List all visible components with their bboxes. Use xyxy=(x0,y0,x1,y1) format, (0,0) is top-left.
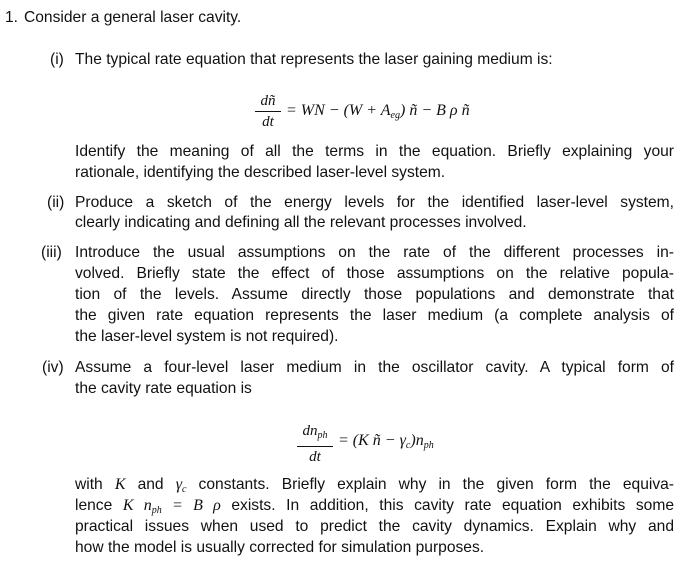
equation-rhs-mid: )n xyxy=(410,432,424,449)
part-text-line: Assume a four-level laser medium in the oscillator cavity. A typical form of xyxy=(75,359,674,376)
cavity-equation-rhs xyxy=(338,432,434,451)
equation-subscript: ph xyxy=(317,430,328,441)
equation-subscript: ph xyxy=(151,505,162,516)
equation-denominator: dt xyxy=(262,114,274,130)
rate-equation-rhs xyxy=(286,102,470,121)
part-text-line: practical issues when used to predict the cavity dynamics. Explain why and xyxy=(75,518,674,535)
part-label: (ii) xyxy=(47,194,65,211)
text-run: and xyxy=(125,476,176,493)
equation-numerator: dñ xyxy=(260,93,276,109)
part-text-line: the cavity rate equation is xyxy=(75,380,252,397)
text-run: constants. Briefly explain why in the given form the equiva- xyxy=(186,476,674,493)
equation-numerator xyxy=(297,422,333,445)
question-number: 1. xyxy=(5,9,19,26)
equation-rhs-text: = (K ñ − γ xyxy=(338,432,406,449)
text-run: with xyxy=(75,476,115,493)
part-text-line: The typical rate equation that represents the laser gaining medium is: xyxy=(75,51,553,68)
equation-denominator: dt xyxy=(309,449,321,465)
equation-subscript: eg xyxy=(390,110,400,121)
part-text-line: the laser-level system is not required). xyxy=(75,328,339,345)
equation-fraction xyxy=(255,92,281,131)
math-symbol-text: = B ρ xyxy=(161,497,221,514)
part-text-line: the given rate equation represents the laser medium (a complete analysis of xyxy=(75,307,674,324)
fraction-bar xyxy=(255,111,281,112)
math-symbol: K xyxy=(114,476,126,493)
equation-rhs-tail: ) ñ − B ρ ñ xyxy=(399,102,470,119)
part-text-line: clearly indicating and defining all the relevant processes involved. xyxy=(75,214,527,231)
part-label: (iv) xyxy=(42,359,64,376)
math-symbol-text: K n xyxy=(122,497,152,514)
part-text-line: rationale, identifying the described laser-level system. xyxy=(75,164,446,181)
equation-subscript: ph xyxy=(423,440,434,451)
fraction-bar xyxy=(297,446,333,447)
part-text-line: how the model is usually corrected for simulation purposes. xyxy=(75,539,485,556)
math-symbol xyxy=(123,497,221,514)
text-run: lence xyxy=(75,497,123,514)
part-label: (iii) xyxy=(41,244,62,261)
text-run: exists. In addition, this cavity rate equation exhibits some xyxy=(220,497,674,514)
part-text-line: Identify the meaning of all the terms in the equation. Briefly explaining your xyxy=(75,143,674,160)
part-text-line: Produce a sketch of the energy levels for the identified laser-level system, xyxy=(75,194,674,211)
part-text-line: Introduce the usual assumptions on the rate of the different processes in- xyxy=(75,244,674,261)
equation-fraction xyxy=(297,422,333,466)
part-text-line: tion of the levels. Assume directly those populations and demonstrate that xyxy=(75,286,674,303)
math-symbol-text: γ xyxy=(175,476,183,493)
equation-subscript: c xyxy=(182,484,187,495)
part-label: (i) xyxy=(50,51,64,68)
equation-rhs-text: = WN − (W + A xyxy=(286,102,391,119)
equation-subscript: c xyxy=(405,440,411,451)
question-intro: Consider a general laser cavity. xyxy=(24,9,242,26)
part-text-line: volved. Briefly state the effect of those assumptions on the relative popula- xyxy=(75,265,674,282)
math-symbol xyxy=(176,476,187,493)
equation-numerator-text: dn xyxy=(302,423,318,439)
